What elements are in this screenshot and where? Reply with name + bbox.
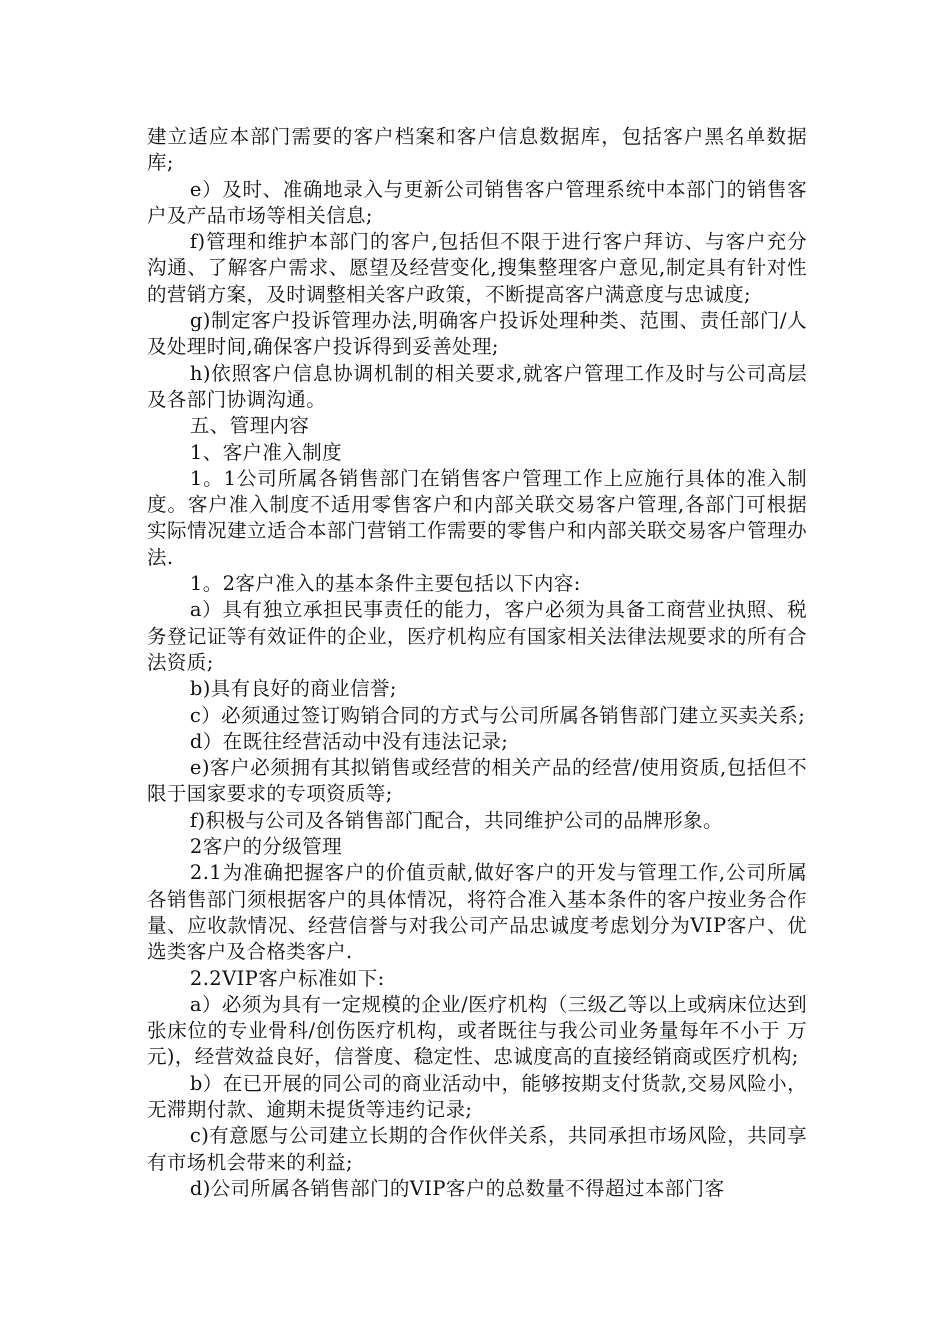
paragraph-condition-c: c）必须通过签订购销合同的方式与公司所属各销售部门建立买卖关系; [189,703,806,727]
document-body [147,124,807,1202]
paragraph-1-2-admission-conditions: 1。2客户准入的基本条件主要包括以下内容: [189,572,581,596]
paragraph-item-f-maintain-customers: f)管理和维护本部门的客户,包括但不限于进行客户拜访、与客户充分沟通、了解客户需求、愿望及经营变化,搜集整理客户意见,制定具有针对性的营销方案，及时调整相关客户政策，不断提高客户满意度与忠诚度; [147,230,807,306]
subsection-heading-admission: 1、客户准入制度 [189,440,342,464]
paragraph-1-1-admission-system: 1。1公司所属各销售部门在销售客户管理工作上应施行具体的准入制度。客户准入制度不适用零售客户和内部关联交易客户管理,各部门可根据实际情况建立适合本部门营销工作需要的零售户和内部关联交易客户管理办法. [147,466,807,569]
paragraph-vip-c: c)有意愿与公司建立长期的合作伙伴关系，共同承担市场风险，共同享有市场机会带来的利益; [147,1124,807,1174]
paragraph-vip-d: d)公司所属各销售部门的VIP客户的总数量不得超过本部门客 [189,1176,725,1200]
paragraph-customer-database: 建立适应本部门需要的客户档案和客户信息数据库，包括客户黑名单数据库; [147,125,807,175]
paragraph-condition-f: f)积极与公司及各销售部门配合，共同维护公司的品牌形象。 [189,808,723,832]
paragraph-condition-e: e)客户必须拥有其拟销售或经营的相关产品的经营/使用资质,包括但不限于国家要求的专项资质等; [147,756,807,806]
paragraph-2-1-grading: 2.1为准确把握客户的价值贡献,做好客户的开发与管理工作,公司所属各销售部门须根据客户的具体情况，将符合准入基本条件的客户按业务合作量、应收款情况、经营信誉与对我公司产品忠诚度考虑划分为VIP客户、优选类客户及合格类客户. [147,861,807,964]
paragraph-condition-b: b)具有良好的商业信誉; [189,677,397,701]
paragraph-condition-d: d）在既往经营活动中没有违法记录; [189,729,509,753]
paragraph-condition-a: a）具有独立承担民事责任的能力，客户必须为具备工商营业执照、税务登记证等有效证件的企业，医疗机构应有国家相关法律法规要求的所有合法资质; [147,598,807,674]
paragraph-vip-b: b）在已开展的同公司的商业活动中，能够按期支付货款,交易风险小，无滞期付款、逾期未提货等违约记录; [147,1071,807,1121]
section-heading-management-content: 五、管理内容 [189,414,310,438]
paragraph-item-g-complaints: g)制定客户投诉管理办法,明确客户投诉处理种类、范围、责任部门/人及处理时间,确保客户投诉得到妥善处理; [147,309,807,359]
subsection-heading-grading: 2客户的分级管理 [189,835,342,859]
paragraph-vip-a: a）必须为具有一定规模的企业/医疗机构（三级乙等以上或病床位达到 张床位的专业骨科/创伤医疗机构，或者既往与我公司业务量每年不小于 万元)，经营效益良好，信誉度、稳定性、忠诚度高的直接经销商或医疗机构; [147,992,807,1069]
paragraph-2-2-vip-standard: 2.2VIP客户标准如下: [189,966,385,990]
paragraph-item-e-system-entry: e）及时、准确地录入与更新公司销售客户管理系统中本部门的销售客户及产品市场等相关信息; [147,177,807,227]
paragraph-item-h-coordination: h)依照客户信息协调机制的相关要求,就客户管理工作及时与公司高层及各部门协调沟通。 [147,361,807,411]
